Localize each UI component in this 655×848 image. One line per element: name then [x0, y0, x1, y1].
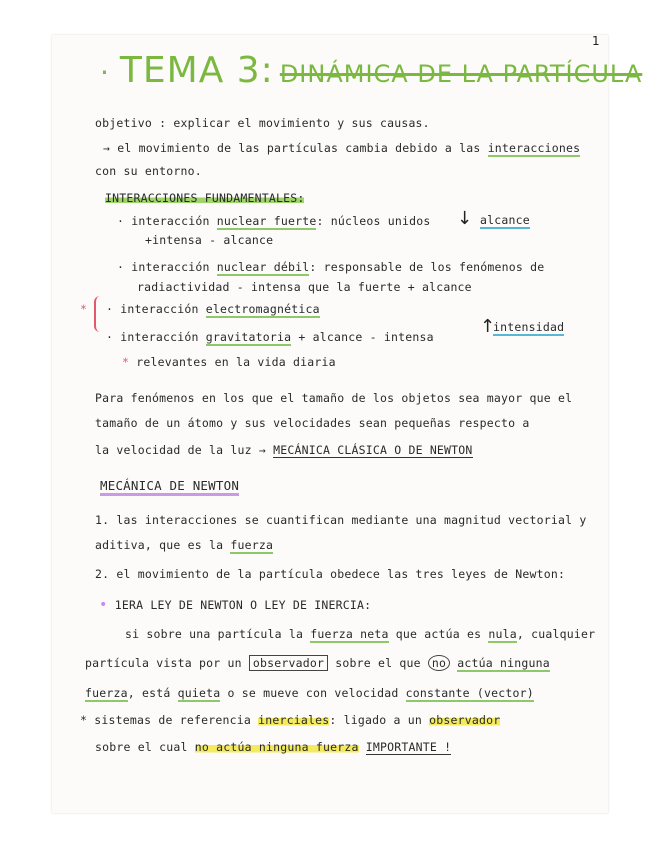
list-item-detail: radiactividad - intensa que la fuerte + alcance — [137, 280, 472, 294]
note-line: con su entorno. — [95, 164, 202, 178]
section-heading: MECÁNICA DE NEWTON — [100, 478, 239, 493]
paragraph-line: 2. el movimiento de la partícula obedece las tres leyes de Newton: — [95, 567, 566, 581]
paragraph-line: si sobre una partícula la fuerza neta que actúa es nula, cualquier — [125, 627, 596, 641]
paragraph-line: tamaño de un átomo y sus velocidades sean pequeñas respecto a — [95, 416, 530, 430]
page-title: · TEMA 3: DINÁMICA DE LA PARTÍCULA — [100, 50, 643, 91]
arrow-up-icon: ↑ — [480, 316, 496, 337]
paragraph-line: la velocidad de la luz → MECÁNICA CLÁSICA O DE NEWTON — [95, 443, 473, 457]
objective-line: objetivo : explicar el movimiento y sus causas. — [95, 116, 430, 130]
subsection-heading: • 1ERA LEY DE NEWTON O LEY DE INERCIA: — [99, 597, 372, 613]
title-sub: DINÁMICA DE LA PARTÍCULA — [279, 60, 643, 88]
paragraph-line: Para fenómenos en los que el tamaño de los objetos sea mayor que el — [95, 391, 573, 405]
paragraph-line: * sistemas de referencia inerciales: ligado a un observador — [80, 713, 501, 727]
list-item: · interacción gravitatoria + alcance - intensa — [106, 330, 434, 344]
list-item: · interacción nuclear débil: responsable de los fenómenos de — [117, 260, 545, 274]
page-number: 1 — [592, 34, 600, 48]
annotation: intensidad — [493, 320, 565, 334]
brace-icon — [94, 296, 104, 332]
section-heading: INTERACCIONES FUNDAMENTALES: — [105, 191, 305, 205]
paragraph-line: fuerza, está quieta o se mueve con velocidad constante (vector) — [85, 686, 534, 700]
paragraph-line: aditiva, que es la fuerza — [95, 538, 274, 552]
paragraph-line: partícula vista por un observador sobre el que no actúa ninguna — [85, 656, 550, 670]
note-line: * relevantes en la vida diaria — [122, 355, 336, 369]
annotation: alcance — [480, 213, 530, 227]
paragraph-line: sobre el cual no actúa ninguna fuerza IMPORTANTE ! — [95, 740, 452, 754]
note-line: → el movimiento de las partículas cambia debido a las interacciones — [103, 141, 581, 155]
list-item: · interacción electromagnética — [106, 302, 320, 316]
list-item-detail: +intensa - alcance — [145, 233, 274, 247]
paragraph-line: 1. las interacciones se cuantifican mediante una magnitud vectorial y — [95, 513, 587, 527]
title-main: TEMA 3: — [119, 50, 274, 91]
arrow-down-icon: ↓ — [457, 208, 473, 229]
list-item: · interacción nuclear fuerte: núcleos unidos — [117, 214, 431, 228]
star-icon: * — [80, 302, 88, 316]
